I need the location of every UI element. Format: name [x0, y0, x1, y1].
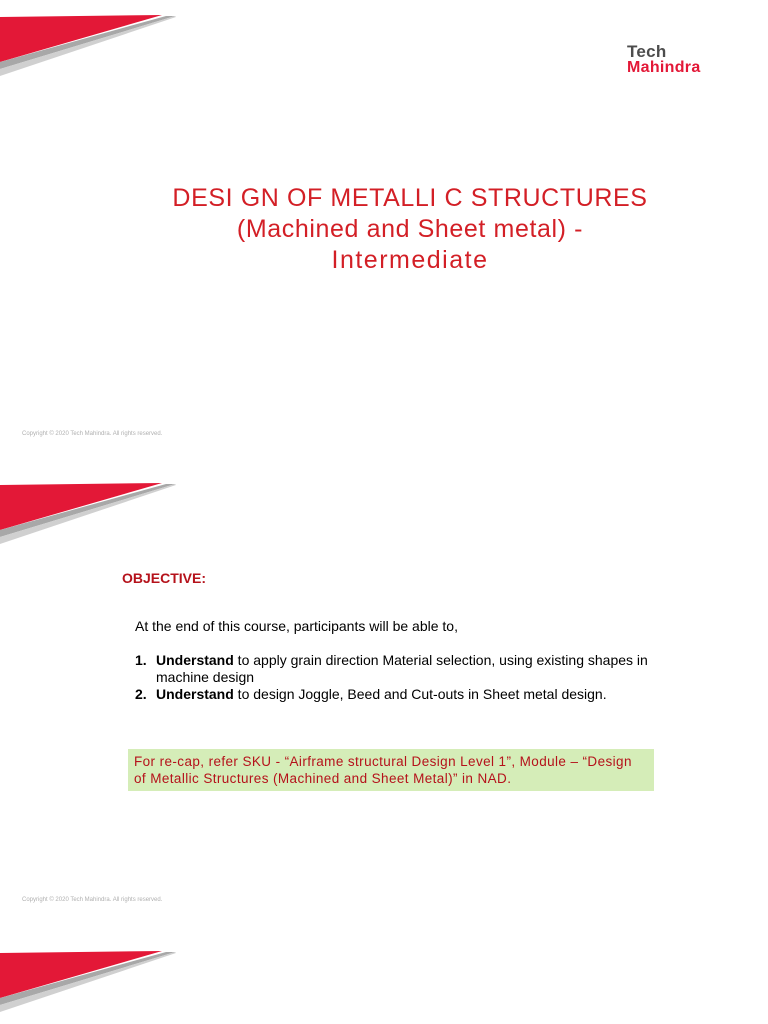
- logo-tech: Tech: [627, 42, 667, 61]
- list-number: 1.: [135, 652, 147, 668]
- copyright-notice: Copyright © 2020 Tech Mahindra. All rights reserved.: [22, 431, 163, 437]
- list-item-text: to design Joggle, Beed and Cut-outs in Sheet metal design.: [233, 686, 607, 702]
- objective-heading: OBJECTIVE:: [122, 570, 207, 586]
- title-line-3: Intermediate: [331, 246, 489, 274]
- list-item-text: to apply grain direction Material selection, using existing shapes in machine design: [156, 652, 648, 685]
- tech-mahindra-logo: [627, 44, 701, 76]
- title-line-1: DESI GN OF METALLI C STRUCTURES: [172, 184, 648, 212]
- brand-swoosh-graphic: [0, 950, 180, 1020]
- brand-swoosh-graphic: [0, 14, 180, 84]
- list-item: [135, 652, 675, 686]
- slide-title: [0, 0, 768, 466]
- list-item: [135, 686, 675, 703]
- list-number: 2.: [135, 686, 147, 702]
- objective-list: [135, 652, 675, 703]
- list-item-keyword: Understand: [156, 686, 234, 702]
- slide-next-partial: [0, 936, 768, 1024]
- recap-note-box: For re-cap, refer SKU - “Airframe structural Design Level 1”, Module – “Design of Metallic Structures (Machined and Sheet Metal)” in NAD.: [128, 749, 654, 791]
- copyright-notice: Copyright © 2020 Tech Mahindra. All rights reserved.: [22, 897, 163, 903]
- list-item-keyword: Understand: [156, 652, 234, 668]
- brand-swoosh-graphic: [0, 482, 180, 552]
- title-line-2: (Machined and Sheet metal) -: [236, 215, 584, 243]
- logo-mahindra: Mahindra: [627, 59, 701, 76]
- slide-objective: [0, 468, 768, 934]
- objective-intro: At the end of this course, participants will be able to,: [135, 618, 458, 634]
- slide-title-text: [0, 183, 768, 276]
